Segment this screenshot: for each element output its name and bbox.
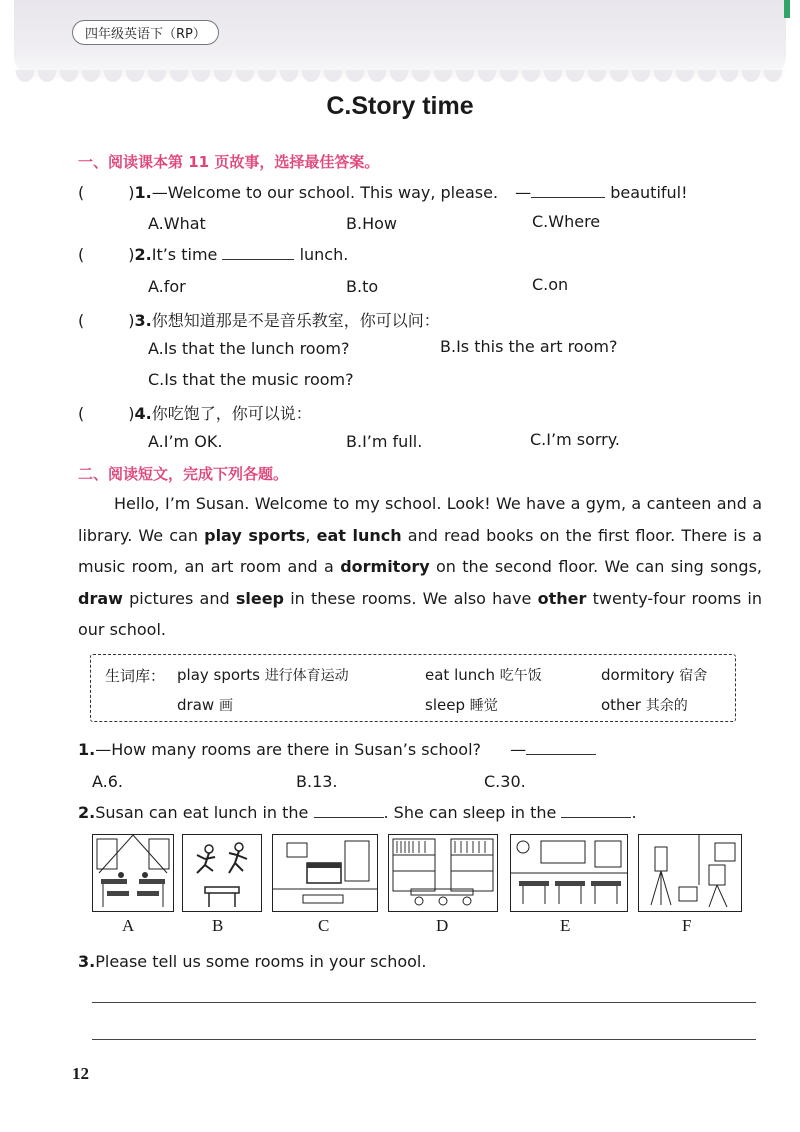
reading-question-1: 1.—How many rooms are there in Susan’s school? —	[78, 740, 596, 759]
option-a[interactable]: A.Is that the lunch room?	[148, 339, 350, 358]
option-a[interactable]: A.6.	[92, 772, 124, 791]
keyword: dormitory	[340, 557, 430, 576]
music-room-picture-icon[interactable]	[272, 834, 378, 912]
picture-label-a: A	[122, 916, 135, 935]
reading-question-2: 2.Susan can eat lunch in the . She can sleep in the .	[78, 803, 637, 822]
question-text: 你想知道那是不是音乐教室，你可以问：	[151, 311, 440, 330]
vocab-item: other 其余的	[601, 696, 688, 714]
vocabulary-box	[90, 654, 736, 722]
fill-blank[interactable]	[531, 183, 605, 198]
question-number: 3.	[134, 311, 152, 330]
question-text: It’s time	[151, 245, 218, 264]
option-c[interactable]: C.I’m sorry.	[530, 430, 621, 449]
question-number: 4.	[134, 404, 152, 423]
keyword: draw	[78, 588, 123, 608]
page-number: 12	[72, 1064, 89, 1083]
keyword: sleep	[235, 588, 285, 608]
answer-line[interactable]	[92, 1039, 756, 1040]
keyword: eat lunch	[316, 525, 402, 545]
keyword: other	[537, 588, 587, 608]
classroom-picture-icon[interactable]	[510, 834, 628, 912]
gym-picture-icon[interactable]	[182, 834, 262, 912]
option-b[interactable]: B.I’m full.	[346, 432, 423, 451]
question-number: 2.	[134, 245, 152, 264]
section1-heading: 一、阅读课本第 11 页故事，选择最佳答案。	[78, 153, 380, 171]
answer-line[interactable]	[92, 1002, 756, 1003]
fill-blank[interactable]	[222, 245, 294, 260]
fill-blank[interactable]	[314, 803, 384, 818]
option-b[interactable]: B.13.	[296, 772, 338, 791]
art-room-picture-icon[interactable]	[638, 834, 742, 912]
picture-label-c: C	[318, 916, 330, 935]
question-4-row: ( )4.你吃饱了，你可以说：	[78, 404, 312, 423]
option-c[interactable]: C.Where	[532, 212, 601, 231]
question-text: —Welcome to our school. This way, please.	[151, 183, 499, 202]
library-picture-icon[interactable]	[388, 834, 498, 912]
section2-heading: 二、阅读短文，完成下列各题。	[78, 465, 289, 483]
answer-paren-open: (	[78, 183, 85, 202]
option-b[interactable]: B.How	[346, 214, 397, 233]
fill-blank[interactable]	[561, 803, 631, 818]
question-text: 你吃饱了，你可以说：	[151, 404, 312, 423]
option-b[interactable]: B.to	[346, 277, 379, 296]
vocab-item: play sports 进行体育运动	[177, 666, 349, 684]
option-c[interactable]: C.on	[532, 275, 569, 294]
reading-passage: Hello, I’m Susan. Welcome to my school. Look! We have a gym, a canteen and a library. We can play sports, eat lunch and read books on the first floor. There is a music room, an art room and a dormitory on the second floor. We can sing songs, draw pictures and sleep in these rooms. We also have other twenty-four rooms in our school.	[78, 494, 763, 639]
vocab-item: dormitory 宿舍	[601, 666, 708, 684]
option-c[interactable]: C.Is that the music room?	[148, 370, 354, 389]
book-label: 四年级英语下（RP）	[72, 20, 219, 45]
option-c[interactable]: C.30.	[484, 772, 526, 791]
question-number: 1.	[134, 183, 152, 202]
page-title: C.Story time	[326, 92, 474, 120]
option-a[interactable]: A.What	[148, 214, 206, 233]
picture-label-f: F	[682, 916, 692, 935]
question-3-row: ( )3.你想知道那是不是音乐教室，你可以问：	[78, 311, 440, 330]
canteen-picture-icon[interactable]	[92, 834, 174, 912]
picture-label-e: E	[560, 916, 571, 935]
picture-label-b: B	[212, 916, 224, 935]
option-a[interactable]: A.for	[148, 277, 186, 296]
question-2-row: ( )2.It’s time lunch.	[78, 245, 349, 264]
option-b[interactable]: B.Is this the art room?	[440, 337, 618, 356]
option-a[interactable]: A.I’m OK.	[148, 432, 223, 451]
vocab-label: 生词库：	[105, 667, 166, 685]
vocab-item: draw 画	[177, 696, 233, 714]
vocab-item: eat lunch 吃午饭	[425, 666, 542, 684]
reading-question-3: 3.Please tell us some rooms in your school.	[78, 952, 427, 971]
question-1-row: ( )1.—Welcome to our school. This way, please. — beautiful!	[78, 183, 688, 202]
vocab-item: sleep 睡觉	[425, 696, 498, 714]
corner-mark	[784, 0, 790, 18]
picture-label-d: D	[436, 916, 449, 935]
keyword: play sports	[204, 525, 306, 545]
fill-blank[interactable]	[526, 740, 596, 755]
